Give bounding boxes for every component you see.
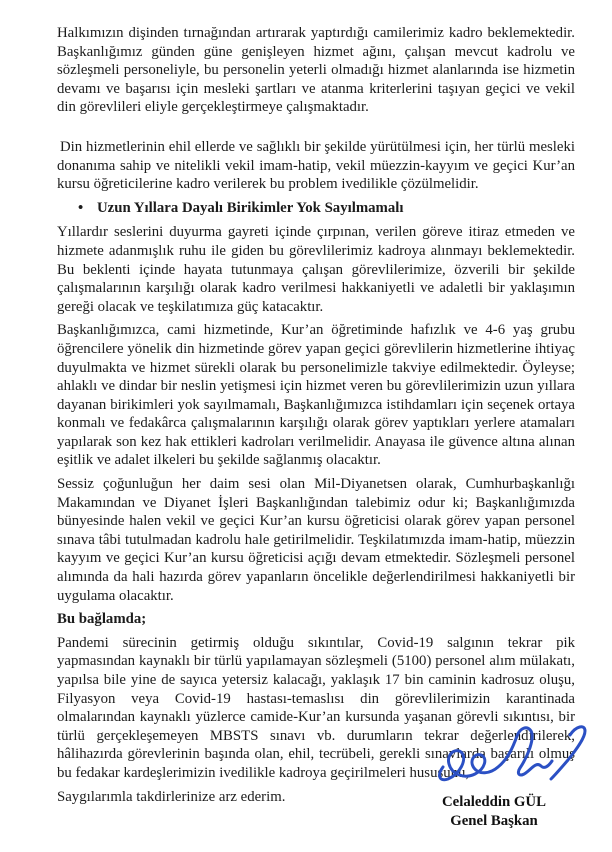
bullet-heading-label: Uzun Yıllara Dayalı Birikimler Yok Sayılmamalı — [97, 199, 404, 216]
bullet-heading-birikimler — [57, 199, 575, 218]
paragraph-din-hizmetleri: Din hizmetlerinin ehil ellerde ve sağlıklı bir şekilde yürütülmesi için, her türlü mesleki donanıma sahip ve nitelikli vekil imam-hatip, vekil müezzin-kayyım ve geçici Kur’an kursu öğreticilerine kadro verilerek bu problem ivedilikle çözülmelidir. — [57, 138, 575, 193]
heading-bu-baglamda: Bu bağlamda; — [57, 611, 147, 628]
closing-line: Saygılarımla takdirlerinize arz ederim. — [57, 788, 286, 805]
letter-body — [57, 24, 575, 811]
signer-title: Genel Başkan — [450, 813, 538, 829]
signature-block — [404, 793, 584, 831]
paragraph-camiler-kadro: Halkımızın dişinden tırnağından artırarak yaptırdığı camilerimiz kadro beklemektedir. Başkanlığımız günden güne genişleyen hizmet ağını, çalışan mevcut kadrolu ve sözleşmeli personeliyle, bu personelin yeterli olmadığı hizmet alanlarında ise hizmetin devamı ve başarısı için mesleki şartları ve atanma kriterlerini taşıyan geçici ve vekil din görevlileri eliyle gerçekleştirmeye çalışmaktadır. — [57, 25, 575, 116]
signer-name: Celaleddin GÜL — [441, 794, 546, 810]
paragraph-baskanligimizca: Başkanlığımızca, cami hizmetinde, Kur’an öğretiminde hafızlık ve 4-6 yaş grubu öğrencilere yönelik din hizmetinde görev yapan geçici görevlilerin hizmetlerine ihtiyaç duyulmakta ve hizmet sürekli olarak bu personelimizle takviye edilmektedir. Öyleyse; ahlaklı ve dindar bir neslin yetişmesi için hizmet veren bu görevlilerimizin uzun yıllara dayanan birikimleri yok sayılmamalı, Başkanlığımızca istihdamları için seçenek ortaya konmalı ve fedakârca çalışmalarının karşılığı olarak görev yaptıkları yerlere atamaları yapılarak son kez hak ettikleri kadroları verilmelidir. Anayasa ile güvence altına alınan eşitlik ve adalet ilkeleri bu şekilde sağlanmış olacaktır. — [57, 322, 575, 469]
handwritten-signature-icon — [436, 722, 590, 788]
paragraph-sessiz-cogunluk: Sessiz çoğunluğun her daim sesi olan Mil-Diyanetsen olarak, Cumhurbaşkanlığı Makamından ve Diyanet İşleri Başkanlığından talebimiz odur ki; Başkanlığımızda bünyesinde halen vekil ve geçici Kur’an kursu öğreticisi olarak görev yapan personel sınava tâbi tutulmadan kadrolu hale getirilmelidir. Teşkilatımızda imam-hatip, müezzin kayyım ve geçici Kur’an kursu öğreticisi açığı devam etmektedir. Sözleşmeli personel alımında da hali hazırda görev yapanların öncelikle değerlendirilmesi hakkaniyetli bir uygulama olacaktır. — [57, 476, 575, 604]
bullet-icon: • — [78, 199, 84, 216]
paragraph-yillardir: Yıllardır seslerini duyurma gayreti içinde çırpınan, verilen göreve itiraz etmeden ve hizmete adanmışlık ruhu ile giden bu görevlilerimiz kadroya alınmayı beklemektedir. Bu beklenti içinde hayata tutunmaya çalışan görevlilerimize, özverili bir şekilde çalışmalarının karşılığı olarak kadro verilmesi hakkaniyetli ve adaletli bir yaklaşımın gereği olacak ve teşkilatımıza güç katacaktır. — [57, 224, 575, 315]
paragraph-pandemi: Pandemi sürecinin getirmiş olduğu sıkıntılar, Covid-19 salgının tekrar pik yapmasından kaynaklı bir türlü yapılamayan sözleşmeli (5100) personel alım mülakatı, yapılsa bile yine de sayıca yetersiz kalacağı, yaklaşık 17 bin caminin kadrosuz oluşu, Filyasyon veya Covid-19 hastası-temaslısı din görevlilerimizin karantinada olmalarından kaynaklı yüzlerce camide-Kur’an kursunda yaşanan görevli sıkıntısı, bir türlü gerçekleşemeyen MBSTS sınavı vb. durumların tekrar değerlendirilerek, hâlihazırda görevlerinin başında olan, ehil, tecrübeli, gerekli sınavlarda başarılı olmuş bu fedakar kardeşlerimizin ivedilikle kadroya geçirilmeleri hususunu, — [57, 634, 575, 781]
